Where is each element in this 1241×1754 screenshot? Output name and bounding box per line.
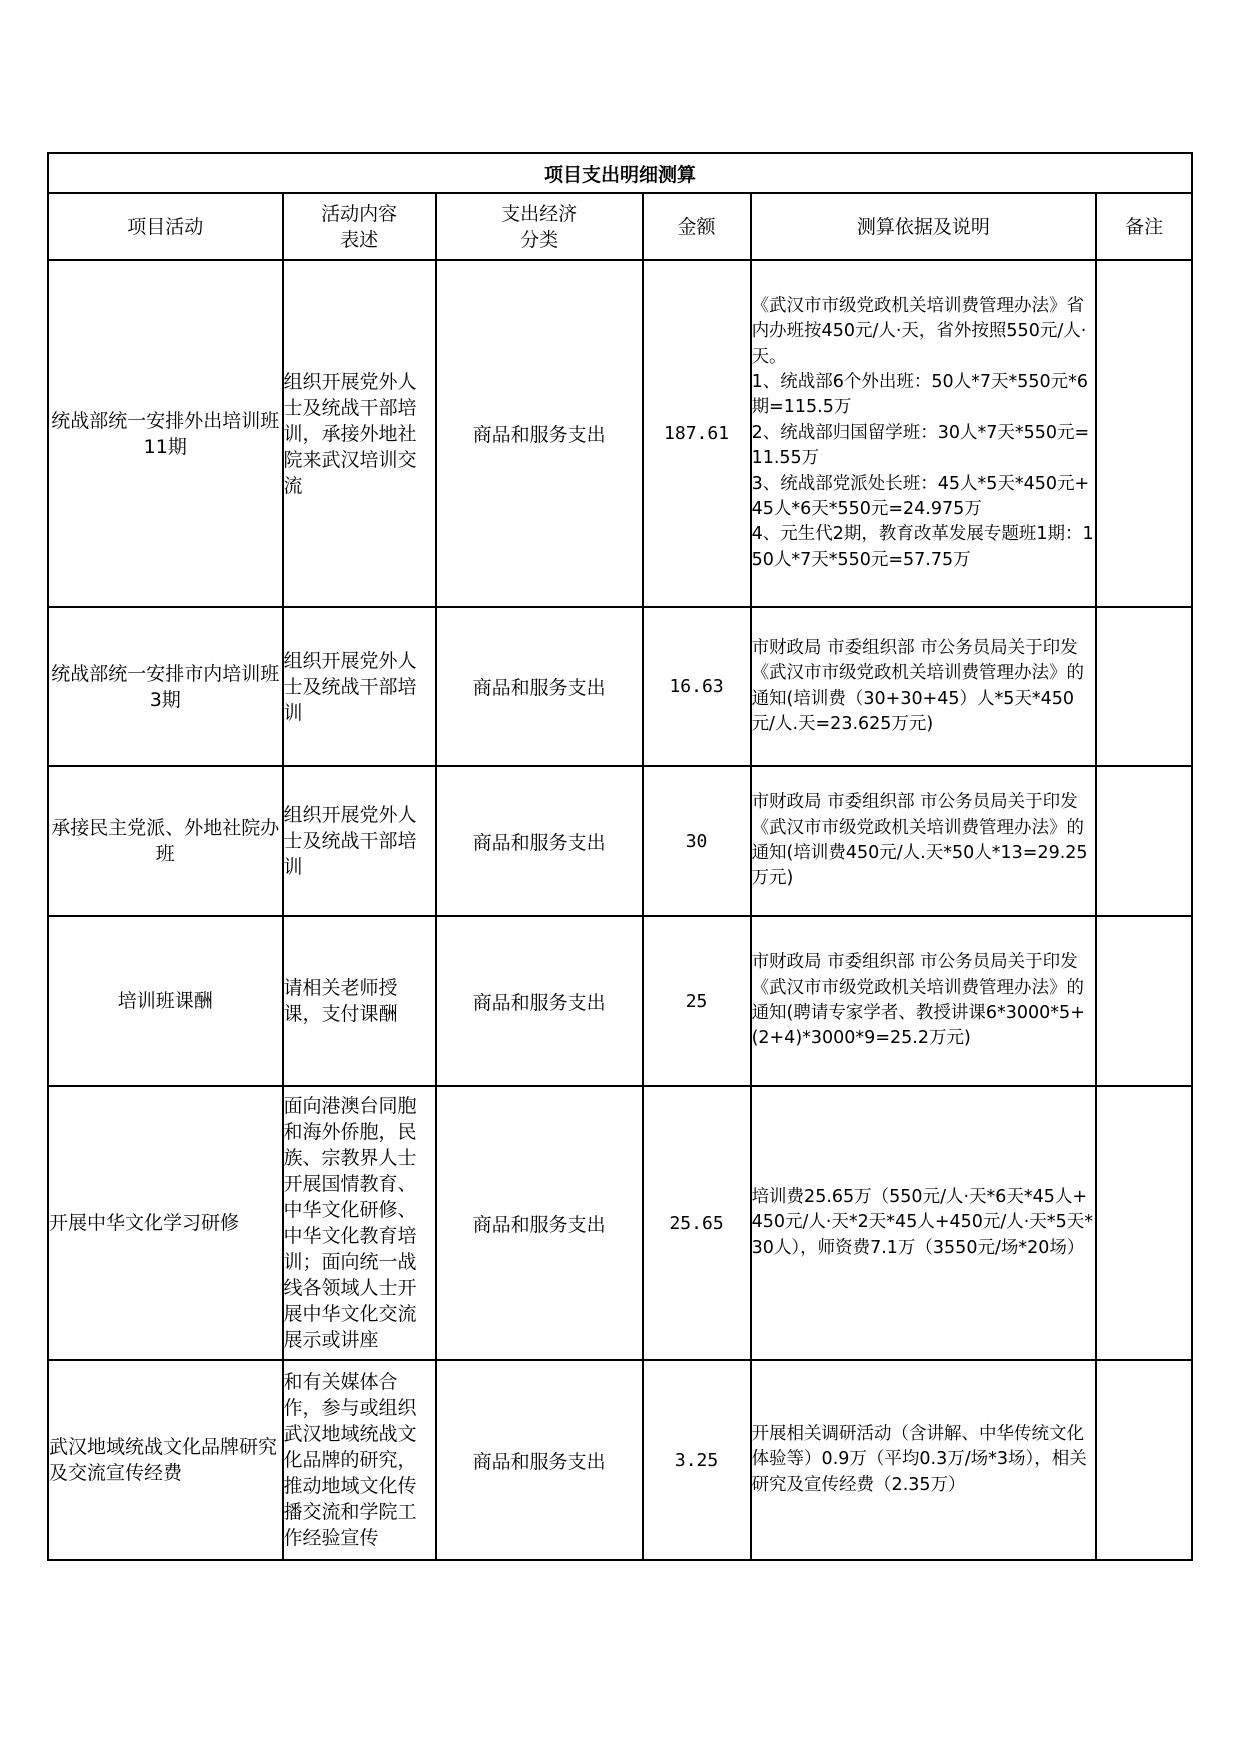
header-activity: 项目活动 — [48, 193, 283, 260]
row-activity: 武汉地域统战文化品牌研究及交流宣传经费 — [48, 1360, 283, 1560]
table-row — [48, 260, 1192, 607]
row-amount: 25 — [643, 916, 751, 1086]
row-amount: 16.63 — [643, 607, 751, 766]
table-row — [48, 916, 1192, 1086]
table-row — [48, 607, 1192, 766]
header-row — [48, 193, 1192, 260]
row-description: 组织开展党外人士及统战干部培训 — [283, 607, 436, 766]
expense-table — [47, 152, 1193, 1561]
row-description: 组织开展党外人士及统战干部培训，承接外地社院来武汉培训交流 — [283, 260, 436, 607]
row-note — [1096, 260, 1192, 607]
header-category: 支出经济 分类 — [436, 193, 643, 260]
header-note: 备注 — [1096, 193, 1192, 260]
row-note — [1096, 766, 1192, 916]
row-note — [1096, 607, 1192, 766]
row-category: 商品和服务支出 — [436, 607, 643, 766]
row-activity: 统战部统一安排外出培训班11期 — [48, 260, 283, 607]
row-activity: 统战部统一安排市内培训班3期 — [48, 607, 283, 766]
table-row — [48, 766, 1192, 916]
row-description: 和有关媒体合作，参与或组织武汉地域统战文化品牌的研究，推动地域文化传播交流和学院工作经验宣传 — [283, 1360, 436, 1560]
row-amount: 3.25 — [643, 1360, 751, 1560]
row-category: 商品和服务支出 — [436, 260, 643, 607]
row-basis: 培训费25.65万（550元/人·天*6天*45人+450元/人·天*2天*45人+450元/人·天*5天*30人），师资费7.1万（3550元/场*20场） — [751, 1086, 1097, 1360]
header-basis: 测算依据及说明 — [751, 193, 1097, 260]
row-basis: 市财政局 市委组织部 市公务员局关于印发《武汉市市级党政机关培训费管理办法》的通知(聘请专家学者、教授讲课6*3000*5+(2+4)*3000*9=25.2万元) — [751, 916, 1097, 1086]
table-title: 项目支出明细测算 — [48, 153, 1192, 193]
row-category: 商品和服务支出 — [436, 1086, 643, 1360]
row-basis: 市财政局 市委组织部 市公务员局关于印发《武汉市市级党政机关培训费管理办法》的通知(培训费（30+30+45）人*5天*450元/人.天=23.625万元) — [751, 607, 1097, 766]
row-amount: 25.65 — [643, 1086, 751, 1360]
row-amount: 187.61 — [643, 260, 751, 607]
row-description: 请相关老师授课，支付课酬 — [283, 916, 436, 1086]
row-note — [1096, 1086, 1192, 1360]
header-amount: 金额 — [643, 193, 751, 260]
row-description: 面向港澳台同胞和海外侨胞，民族、宗教界人士开展国情教育、中华文化研修、中华文化教育培训；面向统一战线各领域人士开展中华文化交流展示或讲座 — [283, 1086, 436, 1360]
row-description: 组织开展党外人士及统战干部培训 — [283, 766, 436, 916]
row-basis: 开展相关调研活动（含讲解、中华传统文化体验等）0.9万（平均0.3万/场*3场），相关研究及宣传经费（2.35万） — [751, 1360, 1097, 1560]
row-activity: 承接民主党派、外地社院办班 — [48, 766, 283, 916]
row-category: 商品和服务支出 — [436, 916, 643, 1086]
row-basis: 《武汉市市级党政机关培训费管理办法》省内办班按450元/人·天，省外按照550元/人·天。 1、统战部6个外出班：50人*7天*550元*6期=115.5万 2、统战部归国留学班：30人*7天*550元=11.55万 3、统战部党派处长班：45人*5天*450元+45人*6天*550元=24.975万 4、元生代2期，教育改革发展专题班1期：150人*7天*550元=57.75万 — [751, 260, 1097, 607]
row-basis: 市财政局 市委组织部 市公务员局关于印发《武汉市市级党政机关培训费管理办法》的通知(培训费450元/人.天*50人*13=29.25万元) — [751, 766, 1097, 916]
row-note — [1096, 1360, 1192, 1560]
row-activity: 培训班课酬 — [48, 916, 283, 1086]
table-row — [48, 1086, 1192, 1360]
table-row — [48, 1360, 1192, 1560]
row-activity: 开展中华文化学习研修 — [48, 1086, 283, 1360]
row-amount: 30 — [643, 766, 751, 916]
row-category: 商品和服务支出 — [436, 1360, 643, 1560]
header-description: 活动内容 表述 — [283, 193, 436, 260]
row-note — [1096, 916, 1192, 1086]
row-category: 商品和服务支出 — [436, 766, 643, 916]
